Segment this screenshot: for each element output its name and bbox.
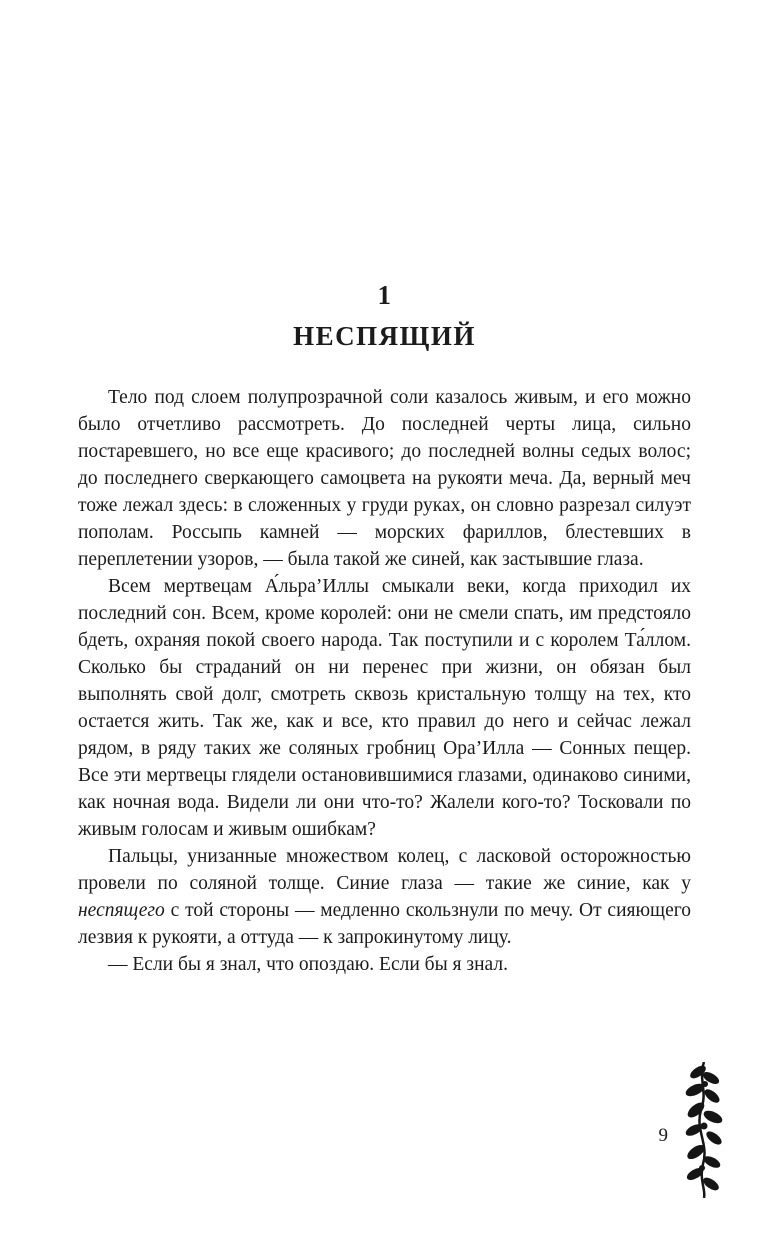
text-block [78, 280, 691, 978]
paragraph-3-text: Пальцы, унизанные множеством колец, с ласковой осторожностью провели по соляной толще. Синие глаза — такие же синие, как у [78, 846, 691, 894]
page-number: 9 [658, 1125, 668, 1146]
paragraph-3-text-after: с той стороны — медленно скользнули по мечу. От сияющего лезвия к рукояти, а оттуда — к запрокинутому лицу. [78, 900, 691, 948]
paragraph-3 [78, 843, 691, 951]
floral-ornament-icon [678, 1062, 730, 1198]
chapter-title: НЕСПЯЩИЙ [293, 321, 476, 351]
body-text [78, 384, 691, 978]
paragraph-1: Тело под слоем полупрозрачной соли казалось живым, и его можно было отчетливо рассмотреть. До последней черты лица, сильно постаревшего, но все еще красивого; до последней волны седых волос; до последнего сверкающего самоцвета на рукояти меча. Да, верный меч тоже лежал здесь: в сложенных у груди руках, он словно разрезал силуэт пополам. Россыпь камней — морских фариллов, блестевших в переплетении узоров, — была такой же синей, как застывшие глаза. [78, 387, 691, 570]
chapter-number: 1 [377, 280, 392, 310]
paragraph-4-dialogue: — Если бы я знал, что опоздаю. Если бы я знал. [108, 954, 508, 975]
paragraph-2: Всем мертвецам А́льра’Иллы смыкали веки, когда приходил их последний сон. Всем, кроме королей: они не смели спать, им предстояло бдеть, охраняя покой своего народа. Так поступили и с королем Та́ллом. Сколько бы страданий он ни перенес при жизни, он обязан был выполнять свой долг, смотреть сквозь кристальную толщу на тех, кто остается жить. Так же, как и все, кто правил до него и сейчас лежал рядом, в ряду таких же соляных гробниц Ора’Илла — Сонных пещер. Все эти мертвецы глядели остановившимися глазами, одинаково синими, как ночная вода. Видели ли они что-то? Жалели кого-то? Тосковали по живым голосам и живым ошибкам? [78, 576, 691, 840]
paragraph-3-italic-word: неспящего [78, 900, 165, 921]
